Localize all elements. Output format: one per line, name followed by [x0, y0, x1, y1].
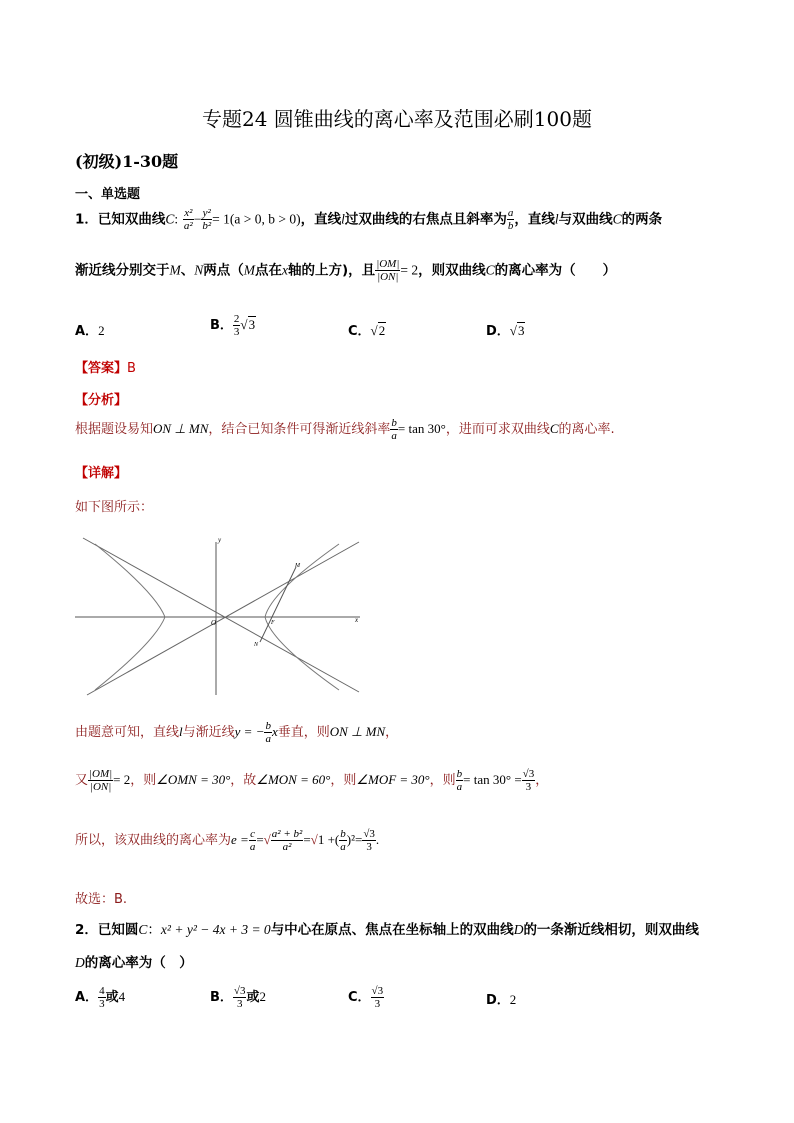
analysis-text: 根据题设易知ON ⊥ MN，结合已知条件可得渐近线斜率 $\frac{b}{a}$ = tan 30°，进而可求双曲线C的离心率.: [75, 417, 615, 442]
label-y: y: [218, 536, 222, 544]
q1-option-c[interactable]: C．√2: [348, 323, 386, 339]
answer-row: 【答案】B: [75, 361, 136, 376]
answer-value: B: [127, 361, 136, 376]
frac-a-b: $\frac{a}{b}$: [507, 207, 514, 232]
q1-option-b[interactable]: B． $\frac{2}{3}$ √3: [210, 313, 256, 338]
q1-option-d[interactable]: D．√3: [486, 323, 525, 339]
q2-line1: 2．已知圆C：x² + y² − 4x + 3 = 0与中心在原点、焦点在坐标轴上的双曲线D的一条渐近线相切，则双曲线: [75, 922, 699, 938]
asymptote-negative: [83, 538, 359, 692]
label-f: F: [271, 620, 275, 626]
page-title: 专题24 圆锥曲线的离心率及范围必刷100题: [202, 107, 592, 131]
q1-line2: 渐近线分别交于M、N两点（M点在x轴的上方)，且 $\frac{|OM|}{|ON|}$ = 2，则双曲线C的离心率为（ ）: [75, 258, 617, 283]
q2-option-b[interactable]: B． $\frac{√3}{3}$ 或2: [210, 985, 266, 1010]
subtitle: (初级)1-30题: [75, 152, 179, 171]
frac-om-on: $\frac{|OM|}{|ON|}$: [376, 258, 400, 283]
solution-line2: 又 $\frac{|OM|}{|ON|}$ = 2，则∠OMN = 30°，故∠MON = 60°，则∠MOF = 30°，则 $\frac{b}{a}$ = tan 30° = $\frac{√3}{3}$ ，: [75, 768, 549, 793]
analysis-tag: 【分析】: [75, 393, 128, 408]
section-heading: 一、单选题: [75, 187, 141, 202]
q2-option-d[interactable]: D．2: [486, 992, 517, 1008]
q1-number: 1．: [75, 211, 98, 228]
frac-y2-b2: $\frac{\text{y²}}{\text{b²}}$: [202, 207, 212, 232]
label-o: O: [211, 619, 217, 627]
label-x: x: [355, 616, 359, 624]
q2-number: 2．: [75, 922, 98, 938]
q1-line1: 1．已知双曲线C: $\frac{\text{x²}}{\text{a²}}$ − $\frac{\text{y²}}{\text{b²}}$ = 1(a > 0, b > 0)，直线l过双曲线的右焦点且斜率为 $\frac{a}{b}$ ，直线l与双曲线C的两条: [75, 207, 663, 232]
q2-option-c[interactable]: C． $\frac{√3}{3}$: [348, 985, 384, 1010]
q1-option-a[interactable]: A．2: [75, 323, 105, 339]
detail-tag: 【详解】: [75, 466, 128, 481]
solution-line1: 由题意可知，直线l与渐近线y = − $\frac{b}{a}$ x垂直，则ON ⊥ MN，: [75, 720, 399, 745]
solution-line3: 所以，该双曲线的离心率为e = $\frac{c}{a}$ =√ $\frac{\text{a² + b²}}{\text{a²}}$ =√1 +( $\frac{b}{a}$ )²= $\frac{√3}{3}$ .: [75, 828, 380, 853]
frac-x2-a2: $\frac{\text{x²}}{\text{a²}}$: [183, 207, 193, 232]
asymptote-positive: [87, 542, 359, 695]
figure-intro: 如下图所示：: [75, 500, 154, 515]
line-l: [260, 567, 296, 642]
label-n: N: [254, 642, 259, 648]
q2-option-a[interactable]: A． $\frac{4}{3}$ 或4: [75, 985, 126, 1010]
label-m: M: [295, 563, 300, 569]
conclusion: 故选：B.: [75, 892, 128, 907]
q2-line2: D的离心率为（ ）: [75, 955, 193, 971]
hyperbola-figure: [75, 532, 365, 697]
